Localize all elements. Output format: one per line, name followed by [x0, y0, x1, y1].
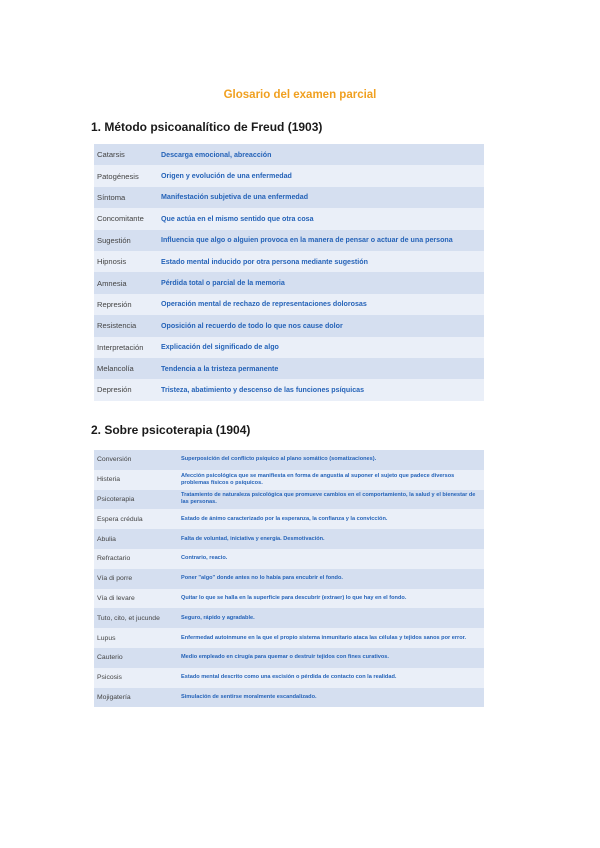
- definition-cell: Influencia que algo o alguien provoca en la manera de pensar o actuar de una persona: [158, 230, 484, 251]
- term-cell: Vía di porre: [94, 569, 178, 589]
- term-cell: Tuto, cito, et jucunde: [94, 608, 178, 628]
- table-row: [94, 589, 484, 609]
- definition-cell: Simulación de sentirse moralmente escandalizado.: [178, 688, 484, 708]
- definition-cell: Tratamiento de naturaleza psicológica que promueve cambios en el comportamiento, la salud y el bienestar de las personas.: [178, 490, 484, 510]
- term-cell: Amnesia: [94, 272, 158, 293]
- term-cell: Psicoterapia: [94, 490, 178, 510]
- section-heading-psychotherapy: 2. Sobre psicoterapia (1904): [91, 423, 251, 437]
- definition-cell: Enfermedad autoinmune en la que el propio sistema inmunitario ataca las células y tejidos sanos por error.: [178, 628, 484, 648]
- table-row: [94, 144, 484, 165]
- term-cell: Depresión: [94, 379, 158, 400]
- term-cell: Represión: [94, 294, 158, 315]
- term-cell: Melancolía: [94, 358, 158, 379]
- term-cell: Vía di levare: [94, 589, 178, 609]
- page-title: Glosario del examen parcial: [223, 89, 377, 101]
- definition-cell: Que actúa en el mismo sentido que otra cosa: [158, 208, 484, 229]
- table-row: [94, 509, 484, 529]
- definition-cell: Origen y evolución de una enfermedad: [158, 165, 484, 186]
- definition-cell: Manifestación subjetiva de una enfermedad: [158, 187, 484, 208]
- term-cell: Patogénesis: [94, 165, 158, 186]
- definition-cell: Estado de ánimo caracterizado por la esperanza, la confianza y la convicción.: [178, 509, 484, 529]
- term-cell: Psicosis: [94, 668, 178, 688]
- table-row: [94, 208, 484, 229]
- table-row: [94, 608, 484, 628]
- term-cell: Histeria: [94, 470, 178, 490]
- definition-cell: Contrario, reacio.: [178, 549, 484, 569]
- definition-cell: Tristeza, abatimiento y descenso de las funciones psíquicas: [158, 379, 484, 400]
- term-cell: Catarsis: [94, 144, 158, 165]
- definition-cell: Explicación del significado de algo: [158, 337, 484, 358]
- definition-cell: Falta de voluntad, iniciativa y energía. Desmotivación.: [178, 529, 484, 549]
- glossary-table-freud-method: [94, 144, 484, 401]
- term-cell: Mojigatería: [94, 688, 178, 708]
- table-row: [94, 648, 484, 668]
- table-row: [94, 668, 484, 688]
- table-row: [94, 187, 484, 208]
- table-row: [94, 379, 484, 400]
- table-row: [94, 337, 484, 358]
- term-cell: Síntoma: [94, 187, 158, 208]
- table-row: [94, 450, 484, 470]
- definition-cell: Estado mental descrito como una escisión o pérdida de contacto con la realidad.: [178, 668, 484, 688]
- definition-cell: Quitar lo que se halla en la superficie para descubrir (extraer) lo que hay en el fondo.: [178, 589, 484, 609]
- definition-cell: Medio empleado en cirugía para quemar o destruir tejidos con fines curativos.: [178, 648, 484, 668]
- table-row: [94, 358, 484, 379]
- term-cell: Sugestión: [94, 230, 158, 251]
- term-cell: Refractario: [94, 549, 178, 569]
- table-row: [94, 529, 484, 549]
- definition-cell: Tendencia a la tristeza permanente: [158, 358, 484, 379]
- term-cell: Cauterio: [94, 648, 178, 668]
- table-row: [94, 470, 484, 490]
- term-cell: Resistencia: [94, 315, 158, 336]
- definition-cell: Afección psicológica que se manifiesta en forma de angustia al suponer el sujeto que padece diversos problemas físicos o psíquicos.: [178, 470, 484, 490]
- table-row: [94, 569, 484, 589]
- glossary-table-psychotherapy: [94, 450, 484, 707]
- term-cell: Espera crédula: [94, 509, 178, 529]
- table-row: [94, 549, 484, 569]
- term-cell: Concomitante: [94, 208, 158, 229]
- section-heading-freud-method: 1. Método psicoanalítico de Freud (1903): [91, 120, 323, 134]
- table-row: [94, 251, 484, 272]
- definition-cell: Estado mental inducido por otra persona mediante sugestión: [158, 251, 484, 272]
- table-row: [94, 628, 484, 648]
- definition-cell: Operación mental de rechazo de representaciones dolorosas: [158, 294, 484, 315]
- term-cell: Lupus: [94, 628, 178, 648]
- table-row: [94, 230, 484, 251]
- definition-cell: Superposición del conflicto psíquico al plano somático (somatizaciones).: [178, 450, 484, 470]
- table-row: [94, 294, 484, 315]
- term-cell: Conversión: [94, 450, 178, 470]
- definition-cell: Poner "algo" donde antes no lo había para encubrir el fondo.: [178, 569, 484, 589]
- term-cell: Abulia: [94, 529, 178, 549]
- definition-cell: Descarga emocional, abreacción: [158, 144, 484, 165]
- term-cell: Hipnosis: [94, 251, 158, 272]
- term-cell: Interpretación: [94, 337, 158, 358]
- table-row: [94, 272, 484, 293]
- table-row: [94, 490, 484, 510]
- table-row: [94, 688, 484, 708]
- definition-cell: Seguro, rápido y agradable.: [178, 608, 484, 628]
- table-row: [94, 315, 484, 336]
- table-row: [94, 165, 484, 186]
- definition-cell: Pérdida total o parcial de la memoria: [158, 272, 484, 293]
- definition-cell: Oposición al recuerdo de todo lo que nos cause dolor: [158, 315, 484, 336]
